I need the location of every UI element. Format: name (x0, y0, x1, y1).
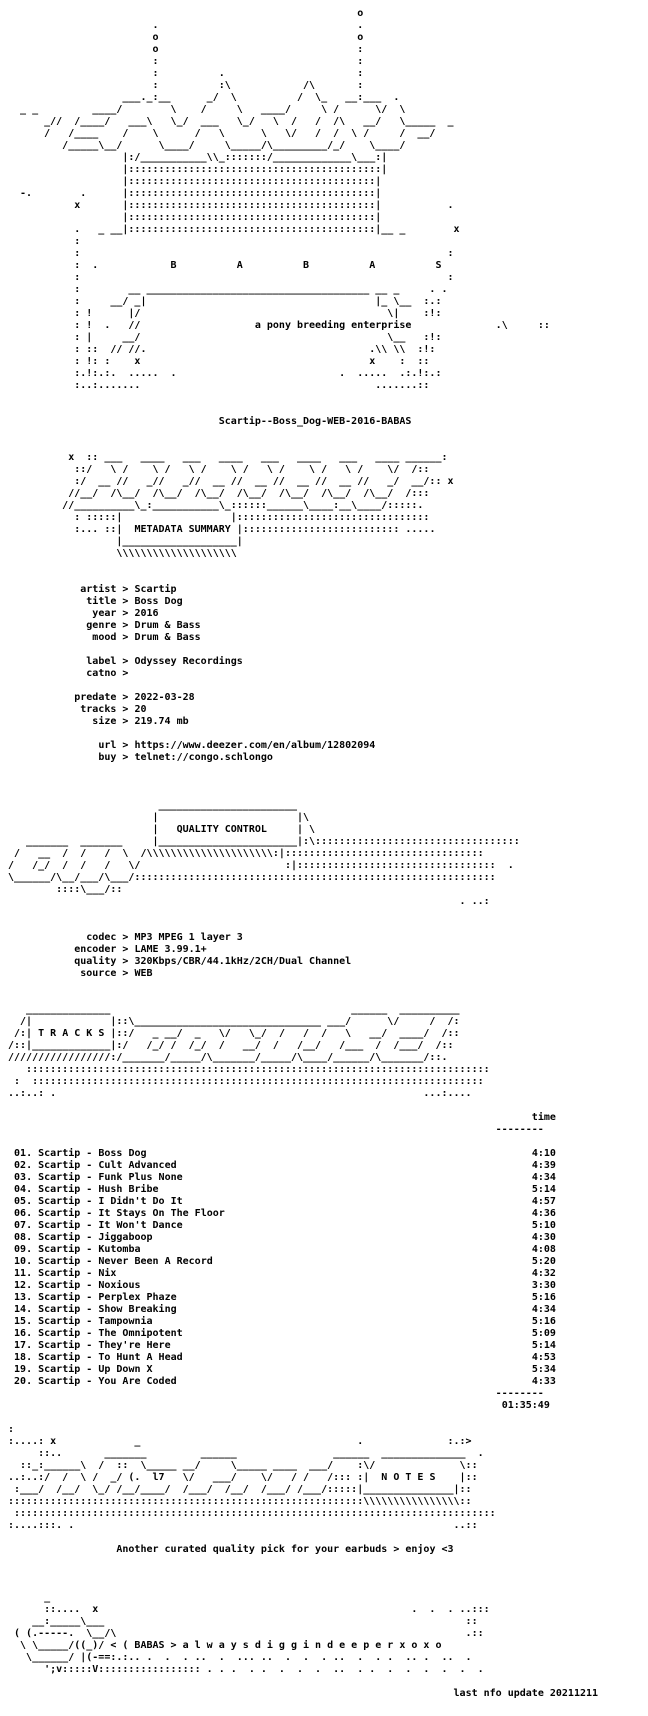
track-time: 4:32 (531, 1268, 556, 1279)
field-key: encoder (74, 944, 117, 955)
field-value: Drum & Bass (134, 632, 201, 643)
track-number: 05. (14, 1196, 33, 1207)
banner-tagline-line: : ! . // a pony breeding enterprise .\ :: (8, 320, 550, 331)
notes-text-line (8, 1544, 640, 1556)
track-title: Tampownia (98, 1316, 153, 1327)
track-row: 20. Scartip - You Are Coded 4:33 (14, 1376, 556, 1387)
field-value: 20 (134, 704, 147, 715)
track-time: 4:10 (531, 1148, 556, 1159)
quality-header-art: _______________________ | |\ | QUALITY CONTROL | \ _______ _______ |_______________________|:\:::::::::::::::::::::::::::::::::: / __ / / / \ /\\\\\\\\\\\\\\\\\\\\\:|::::::::::::::::::::::::::::::::: / /_/ / / / \/ :|::::::::::::::::::::::::::::::::: . \______/\__/___/\___/:::::::::::::::::::::::::::::::::::::::::::::::::::::::::::: ::::\___/:: . ..: (8, 800, 520, 907)
field-key: catno (86, 668, 117, 679)
track-time: 4:39 (531, 1160, 556, 1171)
track-title: Perplex Phaze (98, 1292, 177, 1303)
track-number: 02. (14, 1160, 33, 1171)
field-key: codec (86, 932, 117, 943)
track-artist: Scartip (38, 1292, 81, 1303)
track-title: I Didn't Do It (98, 1196, 183, 1207)
field-key: genre (86, 620, 117, 631)
field-value: MP3 MPEG 1 layer 3 (134, 932, 243, 943)
metadata-field: title > Boss Dog (86, 596, 183, 607)
track-number: 09. (14, 1244, 33, 1255)
field-key: tracks (80, 704, 117, 715)
metadata-field: year > 2016 (92, 608, 159, 619)
track-time: 5:10 (531, 1220, 556, 1231)
notes-text: Another curated quality pick for your earbuds > enjoy <3 (116, 1544, 454, 1555)
track-time: 3:30 (531, 1280, 556, 1291)
track-artist: Scartip (38, 1208, 81, 1219)
release-name-text: Scartip--Boss_Dog-WEB-2016-BABAS (218, 416, 412, 427)
track-artist: Scartip (38, 1184, 81, 1195)
divider: -------- (8, 1388, 544, 1399)
metadata-field: artist > Scartip (80, 584, 177, 595)
field-key: size (92, 716, 117, 727)
track-artist: Scartip (38, 1148, 81, 1159)
track-number: 13. (14, 1292, 33, 1303)
track-time: 5:14 (531, 1340, 556, 1351)
footer-art: _ ::.... x . . . ..::: __:_____\___ :: ( (.-----. \__/\ .:: \ \_____/((_)/ < ( BABAS > a l w a y s d i g g i n d e e p e r x o x o \______/ |(-==:.:.. . . . .. . ... .. . . . .. . . . .. . .. . ';v:::::V::::::::::::::::: . . . . . . . . .. . . . . . . . . (8, 1592, 490, 1675)
track-time: 4:08 (531, 1244, 556, 1255)
brand-letters: : . B A B A S (8, 260, 442, 271)
track-row: 09. Scartip - Kutomba 4:08 (14, 1244, 556, 1255)
metadata-field: url > https://www.deezer.com/en/album/12802094 (98, 740, 376, 751)
metadata-section-title: METADATA SUMMARY (134, 524, 231, 535)
track-row: 10. Scartip - Never Been A Record 5:20 (14, 1256, 556, 1267)
notes-section-title: N O T E S (381, 1472, 436, 1483)
nfo-document (8, 8, 640, 1700)
track-artist: Scartip (38, 1196, 81, 1207)
track-number: 16. (14, 1328, 33, 1339)
field-key: mood (92, 632, 117, 643)
total-time-line (8, 1400, 640, 1412)
track-title: It Stays On The Floor (98, 1208, 225, 1219)
field-key: source (80, 968, 117, 979)
field-value: Boss Dog (134, 596, 183, 607)
track-number: 20. (14, 1376, 33, 1387)
track-row: 08. Scartip - Jiggaboop 4:30 (14, 1232, 556, 1243)
track-number: 14. (14, 1304, 33, 1315)
field-key: artist (80, 584, 117, 595)
track-title: You Are Coded (98, 1376, 177, 1387)
track-artist: Scartip (38, 1280, 81, 1291)
field-value: Drum & Bass (134, 620, 201, 631)
track-artist: Scartip (38, 1160, 81, 1171)
track-row: 05. Scartip - I Didn't Do It 4:57 (14, 1196, 556, 1207)
brand-letters-text: B A B A S (116, 260, 442, 271)
track-title: Jiggaboop (98, 1232, 153, 1243)
track-row: 17. Scartip - They're Here 5:14 (14, 1340, 556, 1351)
track-title: Up Down X (98, 1364, 153, 1375)
track-title: Kutomba (98, 1244, 141, 1255)
field-key: url (98, 740, 117, 751)
field-value: 320Kbps/CBR/44.1kHz/2CH/Dual Channel (134, 956, 352, 967)
track-number: 11. (14, 1268, 33, 1279)
track-artist: Scartip (38, 1232, 81, 1243)
field-value: LAME 3.99.1+ (134, 944, 207, 955)
metadata-field: buy > telnet://congo.schlongo (98, 752, 273, 763)
track-row: 04. Scartip - Hush Bribe 5:14 (14, 1184, 556, 1195)
track-row: 18. Scartip - To Hunt A Head 4:53 (14, 1352, 556, 1363)
track-title: The Omnipotent (98, 1328, 183, 1339)
track-title: Cult Advanced (98, 1160, 177, 1171)
track-artist: Scartip (38, 1376, 81, 1387)
track-number: 06. (14, 1208, 33, 1219)
track-number: 18. (14, 1352, 33, 1363)
track-row: 02. Scartip - Cult Advanced 4:39 (14, 1160, 556, 1171)
track-number: 08. (14, 1232, 33, 1243)
track-number: 01. (14, 1148, 33, 1159)
field-key: quality (74, 956, 117, 967)
field-key: buy (98, 752, 117, 763)
track-number: 17. (14, 1340, 33, 1351)
metadata-field-list (8, 584, 640, 764)
track-time: 4:33 (531, 1376, 556, 1387)
track-number: 19. (14, 1364, 33, 1375)
last-update: last nfo update 20211211 (453, 1688, 599, 1699)
track-row: 07. Scartip - It Won't Dance 5:10 (14, 1220, 556, 1231)
track-number: 10. (14, 1256, 33, 1267)
field-value: WEB (134, 968, 153, 979)
track-row: 14. Scartip - Show Breaking 4:34 (14, 1304, 556, 1315)
track-artist: Scartip (38, 1340, 81, 1351)
track-time: 4:53 (531, 1352, 556, 1363)
track-title: Never Been A Record (98, 1256, 213, 1267)
tracklist (8, 1112, 640, 1412)
field-value: 2022-03-28 (134, 692, 195, 703)
quality-field: encoder > LAME 3.99.1+ (74, 944, 207, 955)
track-number: 07. (14, 1220, 33, 1231)
metadata-header-art: x :: ___ ____ ___ ____ ___ ____ ___ ____ ______: ::/ \ / \ / \ / \ / \ / \ / \ / \/ /:: :/ __ // _// _// __ // __ // __ // __ // _/ __/:: x //__/ /\__/ /\__/ /\__/ /\__/ /\__/ /\__/ /\__/ /::: //__________\_:___________\_::::::______\____:__\____/:::::. : :::::| |:::::::::::::::::::::::::::::::: :... ::| METADATA SUMMARY |:::::::::::::::::::::::::: ..... |___________________| \\\\\\\\\\\\\\\\\\\\ (62, 452, 454, 559)
track-artist: Scartip (38, 1328, 81, 1339)
track-artist: Scartip (38, 1352, 81, 1363)
track-time: 4:34 (531, 1172, 556, 1183)
tracks-header-art: ______________ ______ __________ /| |::\_______________________________ ___/ \/ / /: /:| T R A C K S |::/ _ __/ _ \/ \_/ / / / \ __/ ____/ /:: /::|_____________|:/ /_/ / /_/ / __/ / /__/ /___ / /___/ /:: /////////////////:/_______/_____/\_______/_____/\____/______/\_______/::. ::::::::::::::::::::::::::::::::::::::::::::::::::::::::::::::::::::::::::::: : ::::::::::::::::::::::::::::::::::::::::::::::::::::::::::::::::::::::::::: ..:..: . ...:.... (8, 1004, 490, 1099)
field-key: title (86, 596, 117, 607)
track-row: 06. Scartip - It Stays On The Floor 4:36 (14, 1208, 556, 1219)
metadata-field: tracks > 20 (80, 704, 147, 715)
field-value: 2016 (134, 608, 159, 619)
notes-header-art: : :....: x _ . :.:> ::.. _______ ______ ______ ______________ . ::_:______\ / :: \_____ __/ \_____ ____ ___/ :\/ \:: ..:..:/ / \ / _/ (. l7 \/ ___/ \/ / / /::: :| N O T E S |:: :___/ /__/ \_/ /__/____/ /___/ /__/ /___/ /___/:::::|_______________|:: :::::::::::::::::::::::::::::::::::::::::::::::::::::::::::\\\\\\\\\\\\\\\\:: :::::::::::::::::::::::::::::::::::::::::::::::::::::::::::::::::::::::::::::::: :....:::. . ..:: (8, 1424, 496, 1531)
track-number: 04. (14, 1184, 33, 1195)
track-artist: Scartip (38, 1268, 81, 1279)
track-time: 5:34 (531, 1364, 556, 1375)
release-name (8, 416, 640, 428)
quality-field: quality > 320Kbps/CBR/44.1kHz/2CH/Dual Channel (74, 956, 352, 967)
track-artist: Scartip (38, 1256, 81, 1267)
track-artist: Scartip (38, 1244, 81, 1255)
footer-motto: ( BABAS > a l w a y s d i g g i n d e e p e r x o x o (122, 1640, 442, 1651)
track-time: 4:30 (531, 1232, 556, 1243)
tracks-section-title: T R A C K S (38, 1028, 105, 1039)
track-title: Boss Dog (98, 1148, 147, 1159)
field-value: Odyssey Recordings (134, 656, 243, 667)
field-key: label (86, 656, 117, 667)
track-row: 16. Scartip - The Omnipotent 5:09 (14, 1328, 556, 1339)
track-title: Nix (98, 1268, 117, 1279)
track-number: 15. (14, 1316, 33, 1327)
track-time: 4:57 (531, 1196, 556, 1207)
time-header-line (8, 1112, 640, 1124)
quality-field: source > WEB (80, 968, 153, 979)
track-time: 5:09 (531, 1328, 556, 1339)
field-key: predate (74, 692, 117, 703)
track-row: 15. Scartip - Tampownia 5:16 (14, 1316, 556, 1327)
tagline: a pony breeding enterprise (254, 320, 412, 331)
metadata-field: mood > Drum & Bass (92, 632, 201, 643)
metadata-field: genre > Drum & Bass (86, 620, 201, 631)
track-artist: Scartip (38, 1316, 81, 1327)
field-value: https://www.deezer.com/en/album/12802094 (134, 740, 376, 751)
field-value: telnet://congo.schlongo (134, 752, 273, 763)
track-title: Noxious (98, 1280, 141, 1291)
last-update-line (8, 1688, 640, 1700)
track-time: 5:16 (531, 1292, 556, 1303)
quality-field-list (8, 932, 640, 980)
track-row: 03. Scartip - Funk Plus None 4:34 (14, 1172, 556, 1183)
track-artist: Scartip (38, 1220, 81, 1231)
track-time: 5:14 (531, 1184, 556, 1195)
track-time: 5:20 (531, 1256, 556, 1267)
metadata-field: catno > (86, 668, 135, 679)
track-title: Funk Plus None (98, 1172, 183, 1183)
metadata-field: size > 219.74 mb (92, 716, 189, 727)
track-title: Show Breaking (98, 1304, 177, 1315)
field-value: Scartip (134, 584, 177, 595)
track-row: 13. Scartip - Perplex Phaze 5:16 (14, 1292, 556, 1303)
banner-art-mid: : : : __ _____________________________________ __ _ . . : __/ _| |_ \__ :.: : ! |/ \| :!: (74, 272, 454, 319)
track-time: 4:36 (531, 1208, 556, 1219)
time-header: time (531, 1112, 556, 1123)
track-title: They're Here (98, 1340, 171, 1351)
track-artist: Scartip (38, 1304, 81, 1315)
track-title: To Hunt A Head (98, 1352, 183, 1363)
track-time: 4:34 (531, 1304, 556, 1315)
quality-field: codec > MP3 MPEG 1 layer 3 (86, 932, 243, 943)
track-title: It Won't Dance (98, 1220, 183, 1231)
track-artist: Scartip (38, 1364, 81, 1375)
divider: -------- (8, 1124, 544, 1135)
track-time: 5:16 (531, 1316, 556, 1327)
metadata-field: predate > 2022-03-28 (74, 692, 195, 703)
field-value: 219.74 mb (134, 716, 189, 727)
track-row: 01. Scartip - Boss Dog 4:10 (14, 1148, 556, 1159)
track-number: 03. (14, 1172, 33, 1183)
total-time: 01:35:49 (501, 1400, 550, 1411)
quality-section-title: QUALITY CONTROL (176, 824, 267, 835)
banner-art-bottom: : | __/ \__ :!: : :: // //. .\\ \\ :!: : !: : x x : :: :.!:.:. ..... . . ..... .:.!:.: :..:....... .......:: (74, 332, 442, 391)
track-row: 19. Scartip - Up Down X 5:34 (14, 1364, 556, 1375)
banner-art-top: o . . o o o : : : : . : : :\ /\ : ___._:__ _/ \ / \_ __:___ . _ _ ____/ \ / \ ____/ \ / \/ \ _// /____/ ___\ \_/ ___ \_/ \ / / /\ __/ \_____ _ / /____ / \ / \ \ \/ / / \ / / __/ /_____\__/ \____/ \_____/\_________/_/ \____/ |:/___________\\_:::::::/_____________\___:| |::::::::::::::::::::::::::::::::::::::::::| |:::::::::::::::::::::::::::::::::::::::::| -. . |:::::::::::::::::::::::::::::::::::::::::| x |:::::::::::::::::::::::::::::::::::::::::| . |:::::::::::::::::::::::::::::::::::::::::| . _ __|:::::::::::::::::::::::::::::::::::::::::|__ _ x : : : (20, 8, 460, 259)
track-row: 11. Scartip - Nix 4:32 (14, 1268, 556, 1279)
track-number: 12. (14, 1280, 33, 1291)
track-row: 12. Scartip - Noxious 3:30 (14, 1280, 556, 1291)
metadata-field: label > Odyssey Recordings (86, 656, 243, 667)
field-key: year (92, 608, 117, 619)
track-artist: Scartip (38, 1172, 81, 1183)
track-title: Hush Bribe (98, 1184, 159, 1195)
